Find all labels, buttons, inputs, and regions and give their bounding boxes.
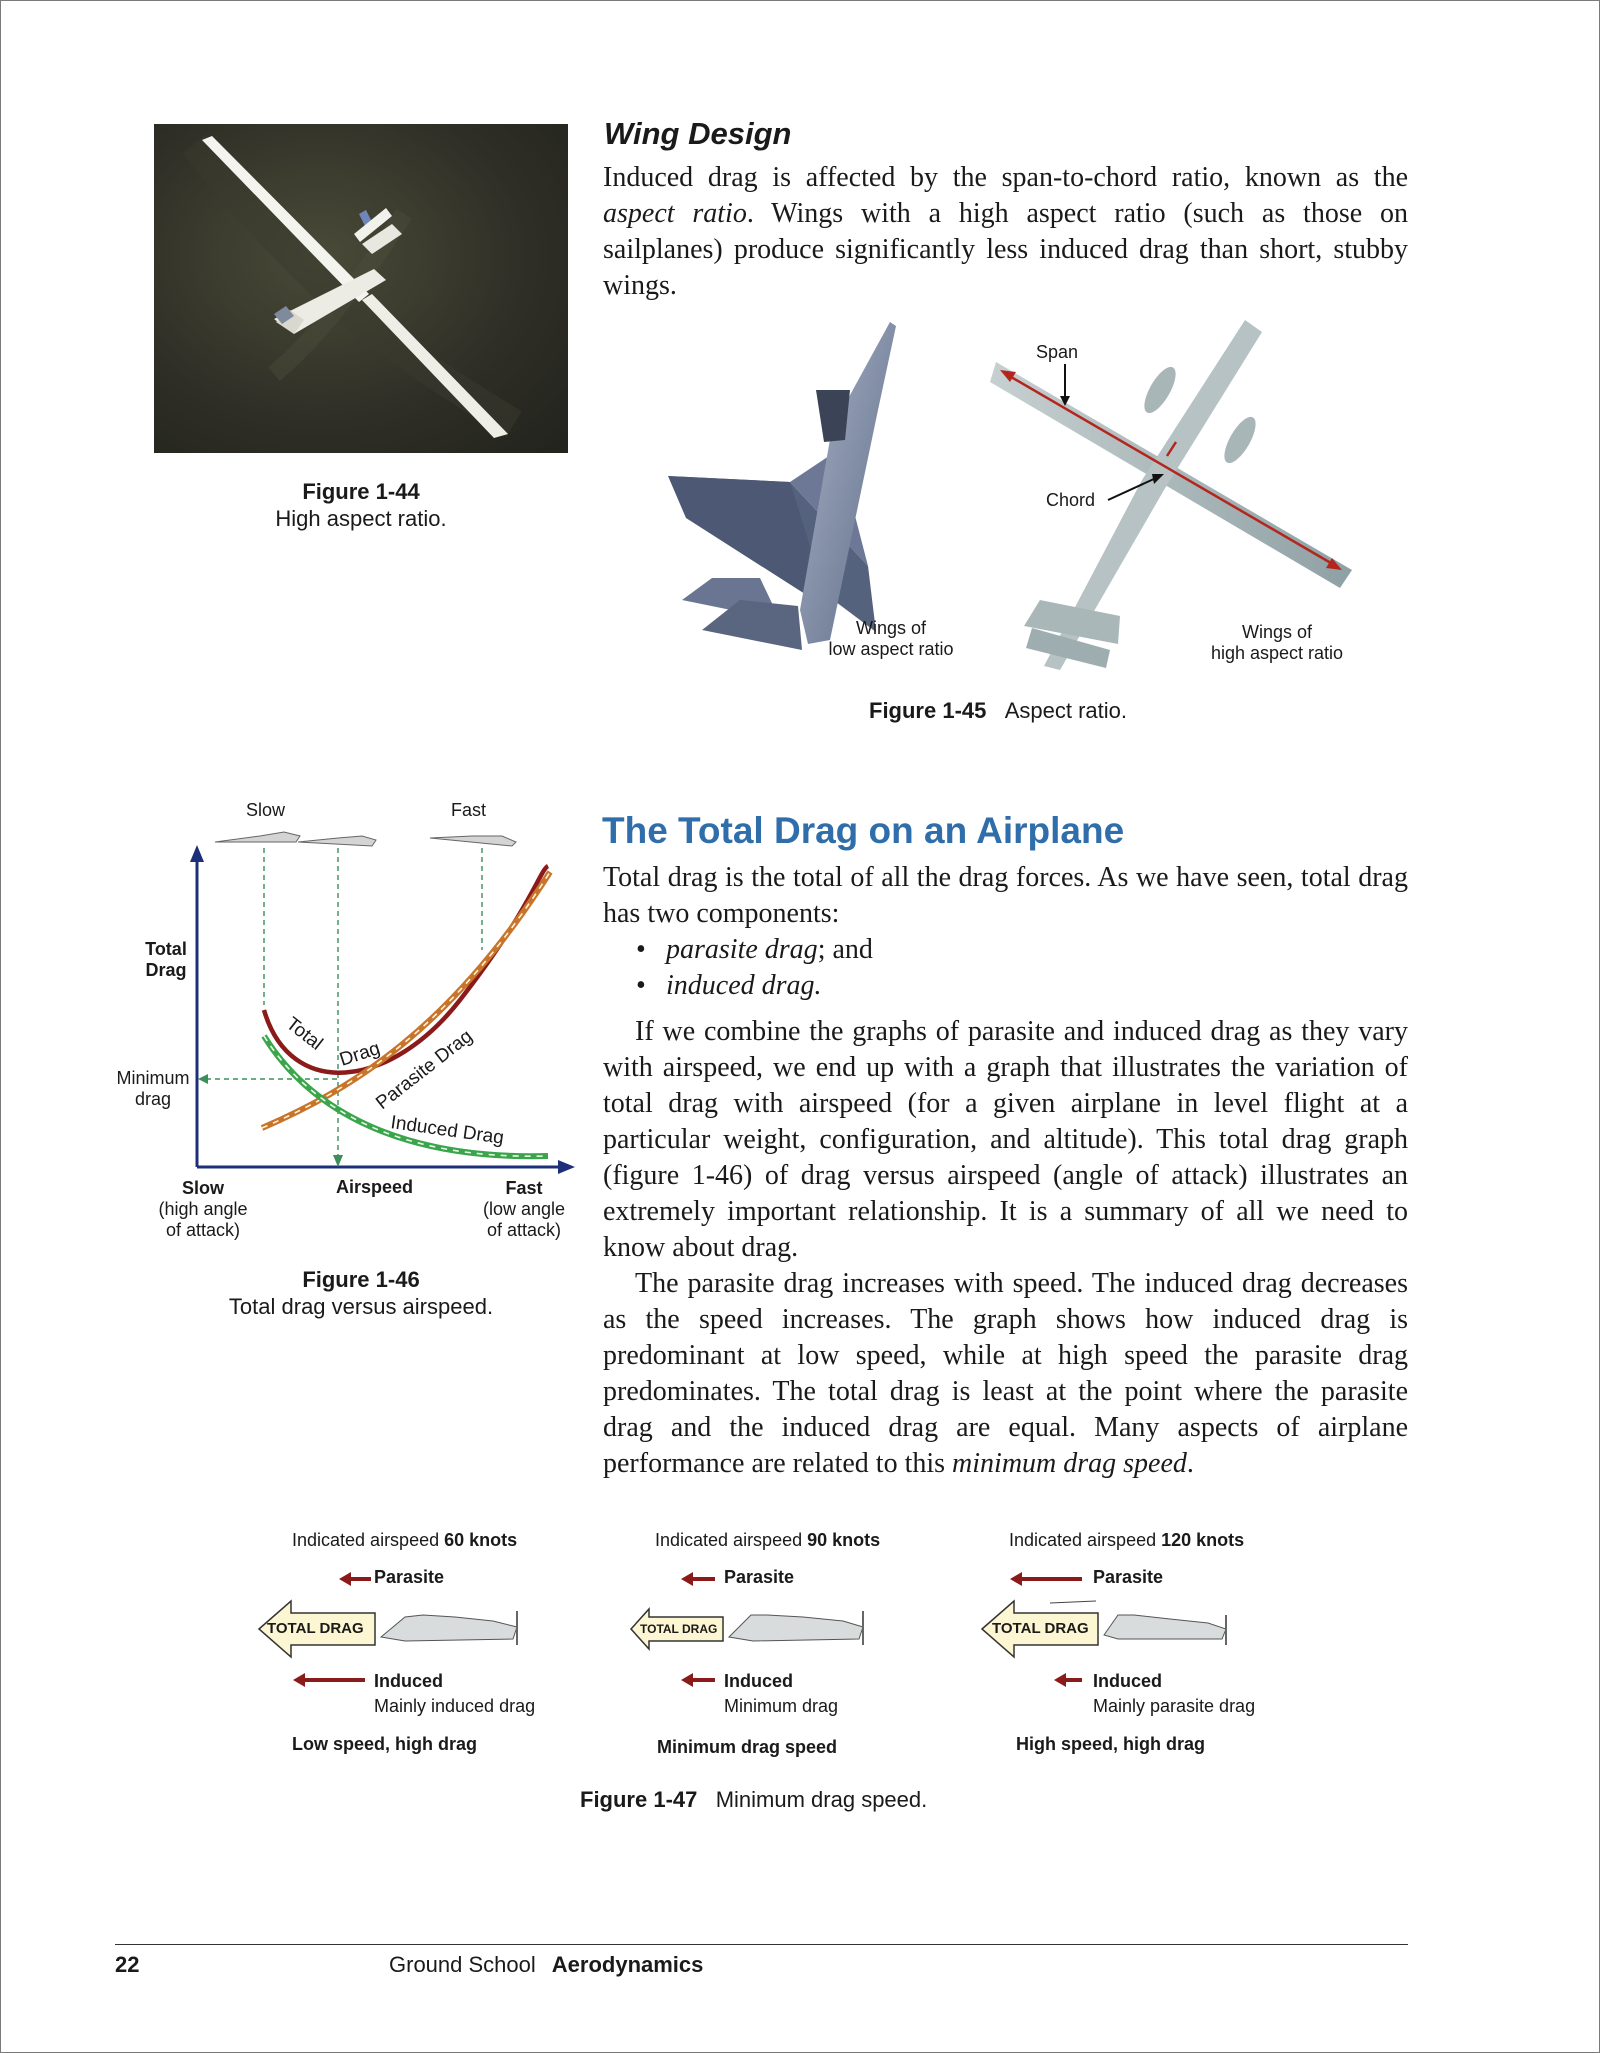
parasite-label-3: Parasite: [1093, 1567, 1164, 1587]
panel-3-speed: [1009, 1530, 1244, 1551]
speed-prefix: Indicated airspeed: [655, 1530, 808, 1550]
arrowhead: [339, 1572, 351, 1586]
min-drag-label: [108, 1068, 198, 1110]
airplane-icon: [1104, 1615, 1226, 1639]
parasite-curve-label: Parasite Drag: [372, 1025, 477, 1114]
graph-slow-label: Slow: [246, 800, 286, 820]
graph-fast-label: Fast: [451, 800, 487, 820]
panel-2-speed: [655, 1530, 880, 1551]
label-line: low aspect ratio: [828, 639, 954, 659]
glider-photo: [154, 124, 568, 453]
text-run: Induced drag is affected by the span-to-chord ratio, known as the: [603, 162, 1408, 193]
label-line: of attack): [486, 1220, 562, 1240]
bullet-term: parasite drag: [666, 934, 818, 965]
plane-slow-1: [215, 832, 300, 842]
panel-1-title: Low speed, high drag: [292, 1734, 478, 1754]
total-drag-heading: The Total Drag on an Airplane: [602, 810, 1125, 851]
text-run: . Wings with a high aspect ratio (such as those on sailplanes) produce significantly less induced drag than short, stubby wings.: [603, 198, 1408, 301]
drag-curve-label: Drag: [337, 1038, 383, 1071]
total-drag-box-label-3: TOTAL DRAG: [992, 1620, 1089, 1637]
arrowhead: [1010, 1572, 1022, 1586]
fig45-number: Figure 1-45: [869, 698, 987, 723]
label-line: Wings of: [1241, 622, 1313, 642]
panel-3-note: Mainly parasite drag: [1093, 1696, 1256, 1716]
x-axis-arrow: [558, 1160, 575, 1174]
label-line: Fast: [505, 1178, 543, 1198]
induced-label-1: Induced: [374, 1671, 444, 1691]
x-fast-label: [468, 1178, 580, 1241]
panel-1-speed: [292, 1530, 517, 1551]
total-drag-paragraph-2: [603, 1266, 1408, 1482]
text-run: The parasite drag increases with speed. The induced drag decreases as the speed increases. The graph shows how induced drag is predominant at low speed, while at high speed the parasite drag predominates. The total drag is least at the point where the parasite drag and the induced drag are equal. Many aspects of airplane performance are related to this: [603, 1268, 1408, 1479]
list-item: [603, 932, 1408, 968]
plane-slow-2: [298, 836, 376, 846]
footer-title: [389, 1952, 703, 1978]
label-line: of attack): [165, 1220, 241, 1240]
wing-design-heading: Wing Design: [604, 116, 792, 151]
parasite-label-1: Parasite: [374, 1567, 445, 1587]
level-arrow: [198, 1074, 208, 1084]
arrowhead: [681, 1673, 693, 1687]
chord-label: Chord: [1046, 490, 1096, 510]
speed-value: 120 knots: [1161, 1530, 1245, 1550]
arrowhead: [681, 1572, 693, 1586]
span-label: Span: [1036, 342, 1079, 362]
fig46-caption: [154, 1266, 568, 1320]
fig44-caption: [154, 478, 568, 532]
total-drag-paragraph-1: If we combine the graphs of parasite and induced drag as they vary with airspeed, we end up with a graph that illustrates the variation of total drag with airspeed (for a given airplane in level flight at a particular weight, configuration, and altitude). This total drag graph (figure 1-46) of drag versus airspeed (angle of attack) illustrates an extremely important relationship. It is a summary of all we need to know about drag.: [603, 1016, 1408, 1263]
label-line: Drag: [145, 960, 187, 980]
speed-prefix: Indicated airspeed: [1009, 1530, 1162, 1550]
label-line: (low angle: [482, 1199, 566, 1219]
glider-illustration: [154, 124, 568, 453]
label-line: Minimum: [116, 1068, 190, 1088]
fig45-caption: [869, 697, 1127, 724]
total-curve-label: Total: [281, 1013, 327, 1055]
induced-curve-label: Induced Drag: [389, 1112, 506, 1149]
label-line: Slow: [181, 1178, 224, 1198]
label-line: high aspect ratio: [1210, 643, 1344, 663]
induced-label-3: Induced: [1093, 1671, 1163, 1691]
total-drag-intro: Total drag is the total of all the drag forces. As we have seen, total drag has two components:: [603, 862, 1408, 929]
x-axis-label: Airspeed: [336, 1177, 414, 1197]
plane-fast: [430, 836, 516, 846]
speed-value: 90 knots: [807, 1530, 881, 1550]
guide-arrow: [333, 1155, 343, 1167]
high-aspect-label: [1194, 622, 1360, 664]
induced-label-2: Induced: [724, 1671, 794, 1691]
plane-icons: [215, 832, 516, 846]
label-line: Total: [145, 939, 187, 959]
footer-chapter: Aerodynamics: [551, 1952, 704, 1977]
y-axis-arrow: [190, 845, 204, 862]
aspect-ratio-term: aspect ratio: [603, 198, 747, 229]
fig45-caption-text: Aspect ratio.: [1004, 698, 1127, 723]
label-line: drag: [134, 1089, 172, 1109]
footer-rule: [115, 1944, 1408, 1945]
bullet-term: induced drag.: [666, 970, 822, 1001]
bullet-suffix: ; and: [817, 934, 873, 965]
total-drag-box-label-1: TOTAL DRAG: [267, 1620, 364, 1637]
high-aspect-turboprop: [990, 320, 1352, 670]
panel-1-note: Mainly induced drag: [374, 1696, 536, 1716]
fig44-caption-text: High aspect ratio.: [275, 506, 447, 531]
speed-prefix: Indicated airspeed: [292, 1530, 445, 1550]
span-arrow: [1006, 374, 1336, 566]
total-drag-box-label-2: TOTAL DRAG: [640, 1622, 718, 1636]
fig44-number: Figure 1-44: [302, 479, 420, 504]
label-line: (high angle: [158, 1199, 248, 1219]
drag-components-list: [603, 932, 1408, 1004]
speed-line: [1050, 1601, 1096, 1603]
page-number: 22: [115, 1952, 140, 1977]
panel-2-title: Minimum drag speed: [657, 1737, 838, 1757]
parasite-label-2: Parasite: [724, 1567, 795, 1587]
fig46-number: Figure 1-46: [302, 1267, 420, 1292]
y-axis-label: [126, 939, 206, 981]
list-item: [603, 968, 1408, 1004]
panel-2-note: Minimum drag: [724, 1696, 839, 1716]
low-aspect-label: [806, 618, 976, 660]
wing-design-paragraph: [603, 160, 1408, 304]
airplane-icon: [729, 1615, 863, 1641]
min-drag-term: minimum drag speed: [952, 1448, 1187, 1479]
airplane-icon: [381, 1615, 517, 1641]
text-run: .: [1186, 1448, 1194, 1479]
arrowhead: [1054, 1673, 1066, 1687]
speed-value: 60 knots: [444, 1530, 518, 1550]
fig47-caption: [580, 1786, 927, 1813]
panel-3-title: High speed, high drag: [1016, 1734, 1206, 1754]
low-aspect-jet: [668, 322, 896, 650]
footer-section: Ground School: [389, 1952, 536, 1977]
fig47-caption-text: Minimum drag speed.: [715, 1787, 928, 1812]
arrowhead: [293, 1673, 305, 1687]
fig46-caption-text: Total drag versus airspeed.: [228, 1294, 494, 1319]
label-line: Wings of: [855, 618, 927, 638]
fig47-number: Figure 1-47: [580, 1787, 698, 1812]
x-slow-label: [148, 1178, 258, 1241]
